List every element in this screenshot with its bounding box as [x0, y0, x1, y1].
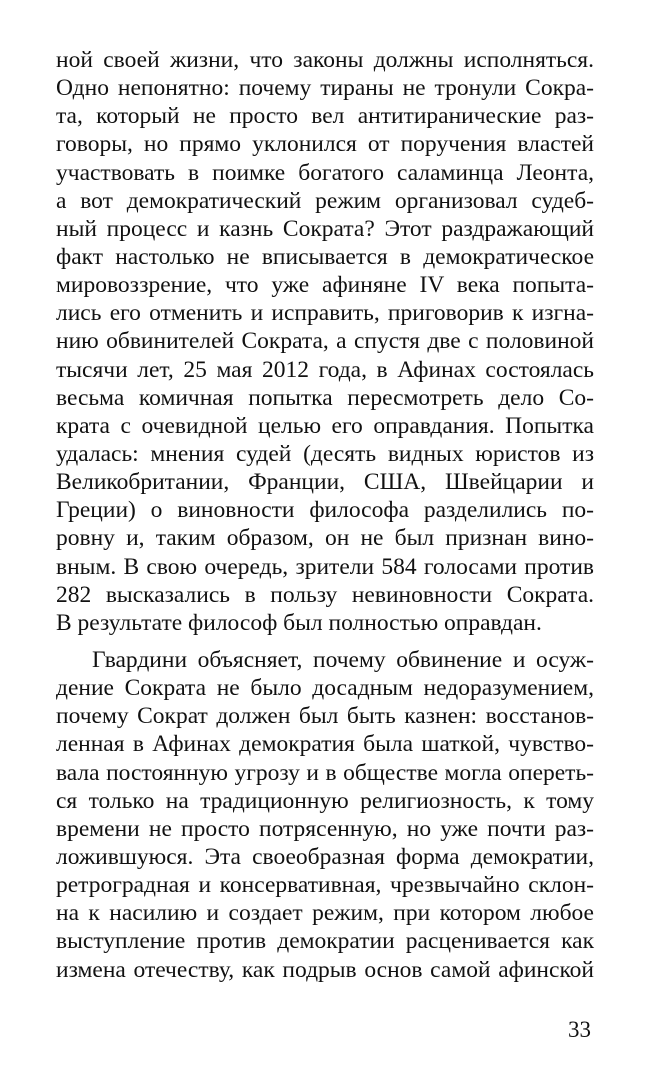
text-line: Греции) о виновности философа разделились по-	[56, 497, 594, 524]
text-line: измена отечеству, как подрыв основ самой афинской	[56, 956, 594, 983]
text-line: ложившуюся. Эта своеобразная форма демократии,	[56, 843, 594, 870]
text-line: мировоззрение, что уже афиняне IV века попыта-	[56, 272, 594, 299]
paragraph	[56, 46, 594, 637]
text-line: выступление против демократии расценивается как	[56, 928, 594, 955]
text-line: крата с очевидной целью его оправдания. Попытка	[56, 412, 594, 439]
text-line: 282 высказались в пользу невиновности Сократа.	[56, 581, 594, 608]
text-line: участвовать в поимке богатого саламинца Леонта,	[56, 159, 594, 186]
text-line: нию обвинителей Сократа, а спустя две с половиной	[56, 328, 594, 355]
text-line: весьма комичная попытка пересмотреть дело Со-	[56, 384, 594, 411]
page-body	[56, 46, 594, 984]
text-line: на к насилию и создает режим, при котором любое	[56, 900, 594, 927]
text-line: ной своей жизни, что законы должны исполняться.	[56, 47, 594, 73]
text-line: факт настолько не вписывается в демократическое	[56, 243, 594, 270]
text-line: говоры, но прямо уклонился от поручения властей	[56, 131, 594, 158]
text-line: ся только на традиционную религиозность, к тому	[56, 787, 594, 814]
text-line: ровну и, таким образом, он не был признан вино-	[56, 525, 594, 552]
text-line: Одно непонятно: почему тираны не тронули Сокра-	[56, 75, 594, 102]
text-line: вала постоянную угрозу и в обществе могла опереть-	[56, 759, 594, 786]
text-line: ный процесс и казнь Сократа? Этот раздражающий	[56, 215, 594, 242]
text-line: тысячи лет, 25 мая 2012 года, в Афинах состоялась	[56, 356, 594, 383]
text-line: ретроградная и консервативная, чрезвычайно склон-	[56, 872, 594, 899]
text-line: лись его отменить и исправить, приговорив к изгна-	[56, 300, 594, 327]
text-line: Гвардини объясняет, почему обвинение и осуж-	[92, 646, 594, 673]
text-line: В результате философ был полностью оправдан.	[56, 609, 542, 636]
paragraph-gap	[56, 637, 594, 646]
text-line: почему Сократ должен был быть казнен: восстанов-	[56, 703, 594, 730]
text-line: Великобритании, Франции, США, Швейцарии и	[56, 469, 594, 496]
page-number: 33	[568, 1017, 591, 1042]
text-line: та, который не просто вел антитиранические раз-	[56, 103, 594, 130]
paragraph	[56, 646, 594, 984]
text-line: дение Сократа не было досадным недоразумением,	[56, 675, 594, 702]
text-line: удалась: мнения судей (десять видных юристов из	[56, 440, 594, 467]
text-line: а вот демократический режим организовал судеб-	[56, 187, 594, 214]
text-line: вным. В свою очередь, зрители 584 голосами против	[56, 553, 594, 580]
text-line: времени не просто потрясенную, но уже почти раз-	[56, 815, 594, 842]
text-line: ленная в Афинах демократия была шаткой, чувство-	[56, 731, 594, 758]
